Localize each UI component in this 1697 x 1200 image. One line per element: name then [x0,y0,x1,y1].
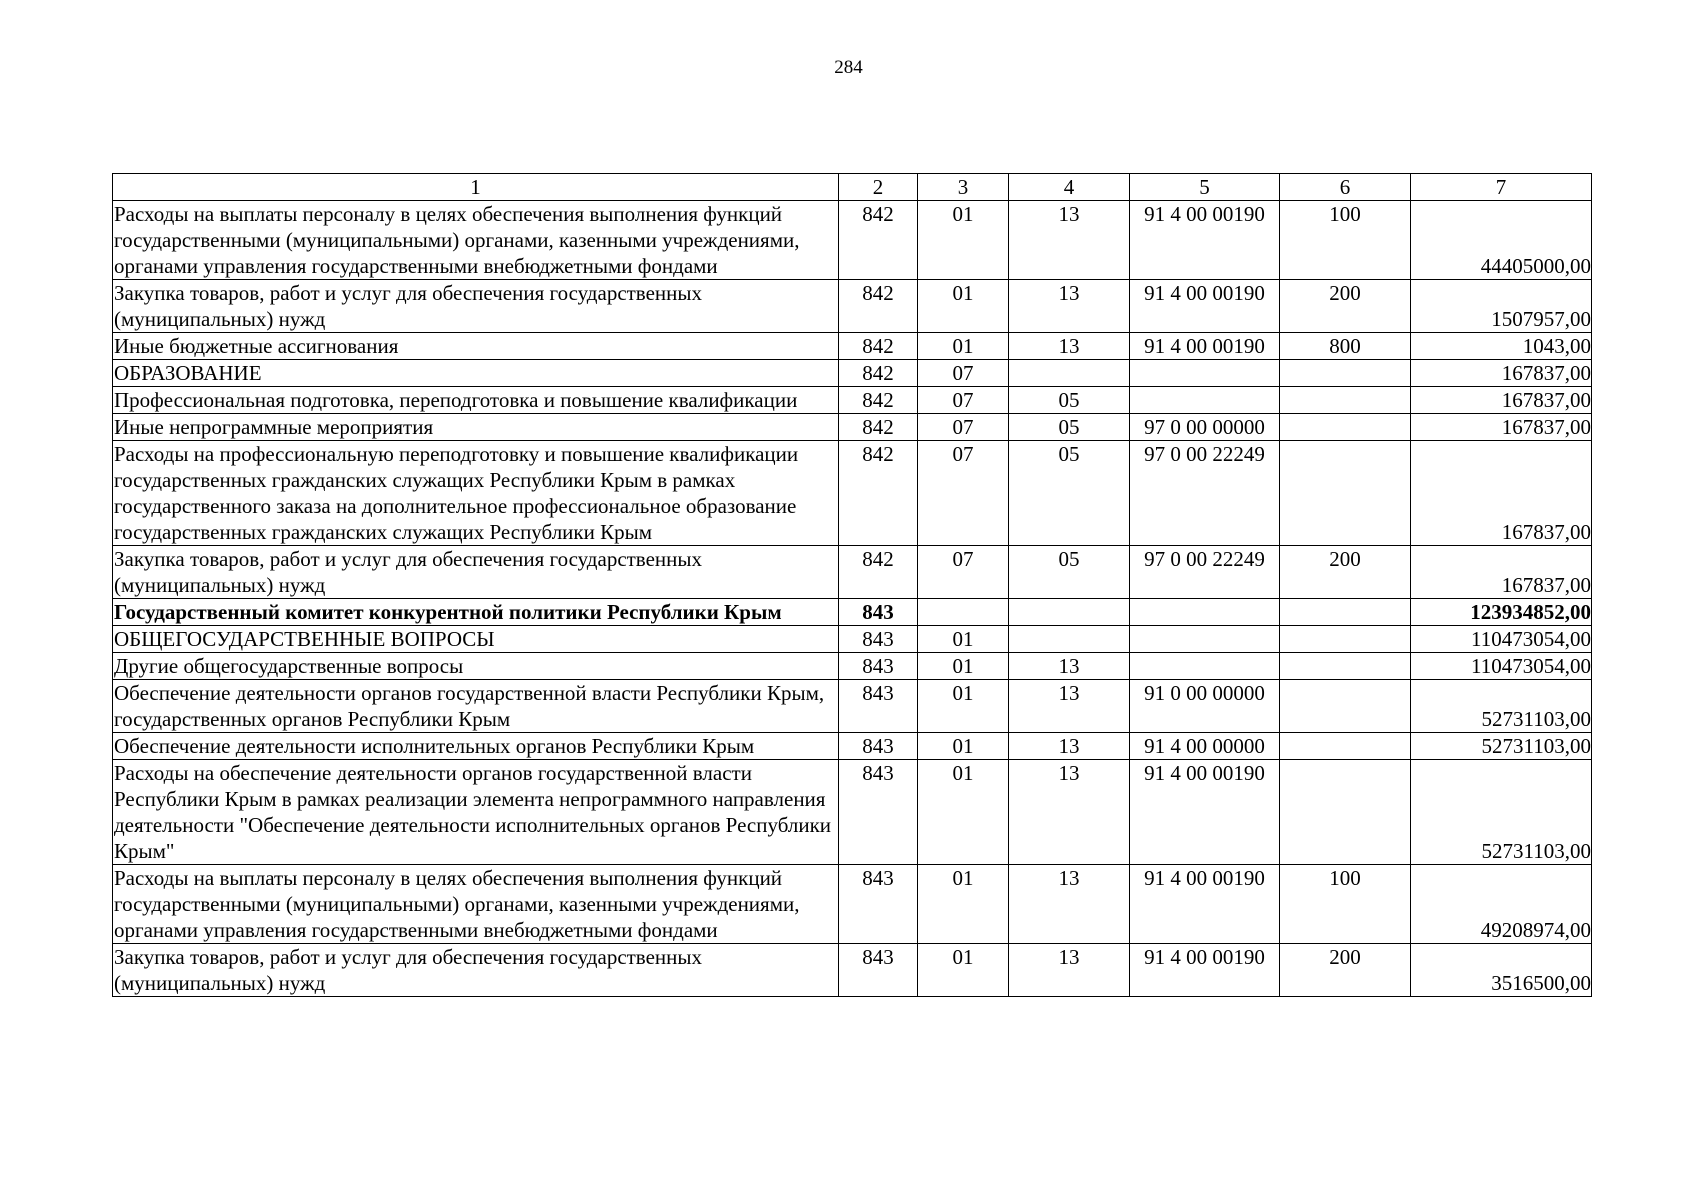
ministry-code-cell: 842 [839,201,918,280]
amount-cell: 1043,00 [1411,333,1592,360]
target-article-cell: 91 4 00 00190 [1130,865,1280,944]
table-row [113,733,1592,760]
subsection-code-cell: 05 [1009,546,1130,599]
subsection-code-cell: 13 [1009,760,1130,865]
expense-type-cell: 100 [1280,865,1411,944]
item-name-cell: Расходы на обеспечение деятельности органов государственной власти Республики Крым в рамках реализации элемента непрограммного направления деятельности "Обеспечение деятельности исполнительных органов Республики Крым" [113,760,839,865]
target-article-cell: 97 0 00 22249 [1130,546,1280,599]
ministry-code-cell: 842 [839,441,918,546]
ministry-code-cell: 843 [839,733,918,760]
amount-cell: 110473054,00 [1411,653,1592,680]
item-name-cell: Иные непрограммные мероприятия [113,414,839,441]
budget-table [112,173,1592,997]
table-row [113,387,1592,414]
target-article-cell [1130,599,1280,626]
section-code-cell: 07 [918,414,1009,441]
section-code-cell: 01 [918,653,1009,680]
item-name-cell: Расходы на выплаты персоналу в целях обеспечения выполнения функций государственными (муниципальными) органами, казенными учреждениями, органами управления государственными внебюджетными фондами [113,865,839,944]
expense-type-cell [1280,414,1411,441]
table-row [113,599,1592,626]
expense-type-cell [1280,360,1411,387]
expense-type-cell: 800 [1280,333,1411,360]
table-row [113,280,1592,333]
header-cell: 4 [1009,174,1130,201]
section-code-cell: 01 [918,680,1009,733]
section-code-cell: 01 [918,280,1009,333]
section-code-cell: 01 [918,626,1009,653]
amount-cell: 52731103,00 [1411,680,1592,733]
ministry-code-cell: 843 [839,865,918,944]
ministry-code-cell: 843 [839,680,918,733]
subsection-code-cell: 13 [1009,653,1130,680]
item-name-cell: Расходы на профессиональную переподготовку и повышение квалификации государственных гражданских служащих Республики Крым в рамках государственного заказа на дополнительное профессиональное образование государственных гражданских служащих Республики Крым [113,441,839,546]
expense-type-cell [1280,441,1411,546]
subsection-code-cell [1009,599,1130,626]
header-cell: 2 [839,174,918,201]
header-cell: 7 [1411,174,1592,201]
ministry-code-cell: 842 [839,546,918,599]
item-name-cell: Закупка товаров, работ и услуг для обеспечения государственных (муниципальных) нужд [113,546,839,599]
subsection-code-cell: 13 [1009,865,1130,944]
subsection-code-cell: 13 [1009,201,1130,280]
item-name-cell: Обеспечение деятельности исполнительных органов Республики Крым [113,733,839,760]
ministry-code-cell: 843 [839,653,918,680]
subsection-code-cell: 05 [1009,441,1130,546]
expense-type-cell [1280,626,1411,653]
item-name-cell: Профессиональная подготовка, переподготовка и повышение квалификации [113,387,839,414]
subsection-code-cell: 05 [1009,414,1130,441]
target-article-cell: 91 4 00 00190 [1130,201,1280,280]
table-header-row [113,174,1592,201]
section-code-cell: 07 [918,387,1009,414]
amount-cell: 49208974,00 [1411,865,1592,944]
table-row [113,653,1592,680]
table-row [113,680,1592,733]
ministry-code-cell: 842 [839,414,918,441]
item-name-cell: Другие общегосударственные вопросы [113,653,839,680]
target-article-cell [1130,626,1280,653]
amount-cell: 3516500,00 [1411,944,1592,997]
item-name-cell: Закупка товаров, работ и услуг для обеспечения государственных (муниципальных) нужд [113,944,839,997]
subsection-code-cell: 13 [1009,733,1130,760]
subsection-code-cell: 05 [1009,387,1130,414]
ministry-code-cell: 843 [839,626,918,653]
target-article-cell: 91 4 00 00000 [1130,733,1280,760]
subsection-code-cell [1009,360,1130,387]
expense-type-cell: 200 [1280,944,1411,997]
amount-cell: 110473054,00 [1411,626,1592,653]
header-cell: 5 [1130,174,1280,201]
section-code-cell: 01 [918,201,1009,280]
ministry-code-cell: 843 [839,944,918,997]
target-article-cell [1130,653,1280,680]
amount-cell: 167837,00 [1411,387,1592,414]
amount-cell: 123934852,00 [1411,599,1592,626]
subsection-code-cell: 13 [1009,944,1130,997]
amount-cell: 52731103,00 [1411,760,1592,865]
section-code-cell [918,599,1009,626]
target-article-cell: 97 0 00 00000 [1130,414,1280,441]
subsection-code-cell: 13 [1009,680,1130,733]
section-code-cell: 01 [918,333,1009,360]
expense-type-cell [1280,653,1411,680]
ministry-code-cell: 843 [839,760,918,865]
item-name-cell: Обеспечение деятельности органов государственной власти Республики Крым, государственных органов Республики Крым [113,680,839,733]
target-article-cell: 91 4 00 00190 [1130,760,1280,865]
table-row [113,201,1592,280]
ministry-code-cell: 842 [839,387,918,414]
expense-type-cell [1280,733,1411,760]
subsection-code-cell: 13 [1009,333,1130,360]
target-article-cell: 91 4 00 00190 [1130,280,1280,333]
section-code-cell: 07 [918,360,1009,387]
header-cell: 1 [113,174,839,201]
ministry-code-cell: 842 [839,360,918,387]
table-row [113,333,1592,360]
section-code-cell: 07 [918,441,1009,546]
target-article-cell [1130,360,1280,387]
target-article-cell: 91 4 00 00190 [1130,944,1280,997]
section-code-cell: 01 [918,944,1009,997]
header-cell: 3 [918,174,1009,201]
table-row [113,546,1592,599]
ministry-code-cell: 842 [839,333,918,360]
section-code-cell: 07 [918,546,1009,599]
amount-cell: 1507957,00 [1411,280,1592,333]
table-row [113,414,1592,441]
target-article-cell: 91 0 00 00000 [1130,680,1280,733]
amount-cell: 167837,00 [1411,360,1592,387]
table-row [113,865,1592,944]
header-cell: 6 [1280,174,1411,201]
page-number: 284 [834,57,863,78]
section-code-cell: 01 [918,733,1009,760]
item-name-cell: Расходы на выплаты персоналу в целях обеспечения выполнения функций государственными (муниципальными) органами, казенными учреждениями, органами управления государственными внебюджетными фондами [113,201,839,280]
expense-type-cell [1280,760,1411,865]
amount-cell: 167837,00 [1411,414,1592,441]
expense-type-cell: 100 [1280,201,1411,280]
item-name-cell: Закупка товаров, работ и услуг для обеспечения государственных (муниципальных) нужд [113,280,839,333]
table-row [113,760,1592,865]
amount-cell: 167837,00 [1411,546,1592,599]
expense-type-cell: 200 [1280,546,1411,599]
target-article-cell [1130,387,1280,414]
target-article-cell: 97 0 00 22249 [1130,441,1280,546]
table-row [113,944,1592,997]
table-row [113,626,1592,653]
subsection-code-cell [1009,626,1130,653]
subsection-code-cell: 13 [1009,280,1130,333]
section-code-cell: 01 [918,865,1009,944]
item-name-cell: Иные бюджетные ассигнования [113,333,839,360]
target-article-cell: 91 4 00 00190 [1130,333,1280,360]
section-code-cell: 01 [918,760,1009,865]
amount-cell: 167837,00 [1411,441,1592,546]
ministry-code-cell: 842 [839,280,918,333]
expense-type-cell [1280,680,1411,733]
amount-cell: 52731103,00 [1411,733,1592,760]
ministry-code-cell: 843 [839,599,918,626]
amount-cell: 44405000,00 [1411,201,1592,280]
item-name-cell: ОБЩЕГОСУДАРСТВЕННЫЕ ВОПРОСЫ [113,626,839,653]
item-name-cell: ОБРАЗОВАНИЕ [113,360,839,387]
expense-type-cell [1280,387,1411,414]
expense-type-cell: 200 [1280,280,1411,333]
table-row [113,441,1592,546]
table-row [113,360,1592,387]
expense-type-cell [1280,599,1411,626]
item-name-cell: Государственный комитет конкурентной политики Республики Крым [113,599,839,626]
